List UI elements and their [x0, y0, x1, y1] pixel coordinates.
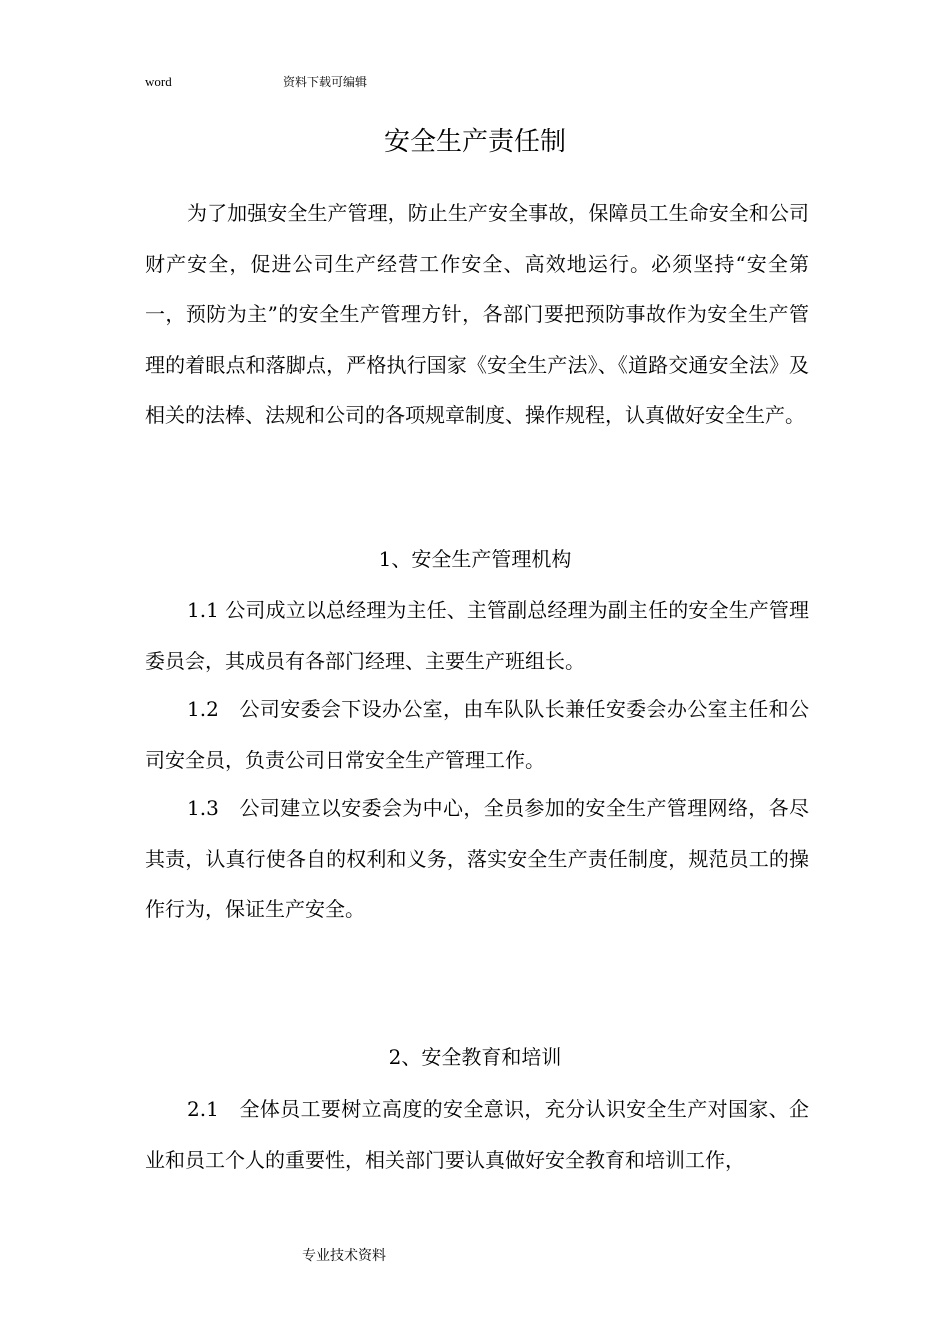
- footer-label: 专业技术资料: [302, 1248, 386, 1264]
- intro-paragraph: 为了加强安全生产管理，防止生产安全事故，保障员工生命安全和公司财产安全，促进公司生产经营工作安全、高效地运行。必须坚持“安全第一，预防为主”的安全生产管理方针，各部门要把预防事故作为安全生产管理的着眼点和落脚点，严格执行国家《安全生产法》、《道路交通安全法》及相关的法棒、法规和公司的各项规章制度、操作规程，认真做好安全生产。: [145, 201, 809, 428]
- clause-1-3: 1.3 公司建立以安委会为中心，全员参加的安全生产管理网络，各尽其责，认真行使各自的权利和义务，落实安全生产责任制度，规范员工的操作行为，保证生产安全。: [145, 796, 809, 922]
- section-heading-2: 2、安全教育和培训: [388, 1045, 562, 1069]
- document-title: 安全生产责任制: [383, 127, 566, 157]
- clause-1-1: 1.1 公司成立以总经理为主任、主管副总经理为副主任的安全生产管理委员会，其成员有各部门经理、主要生产班组长。: [145, 598, 809, 673]
- clause-2-1: 2.1 全体员工要树立高度的安全意识，充分认识安全生产对国家、企业和员工个人的重要性，相关部门要认真做好安全教育和培训工作，: [145, 1097, 809, 1172]
- header-editable-note: 资料下载可编辑: [283, 75, 368, 89]
- section-heading-1: 1、安全生产管理机构: [378, 547, 572, 571]
- header-source-label: word: [145, 74, 172, 89]
- clause-1-2: 1.2 公司安委会下设办公室，由车队队长兼任安委会办公室主任和公司安全员，负责公司日常安全生产管理工作。: [145, 697, 809, 772]
